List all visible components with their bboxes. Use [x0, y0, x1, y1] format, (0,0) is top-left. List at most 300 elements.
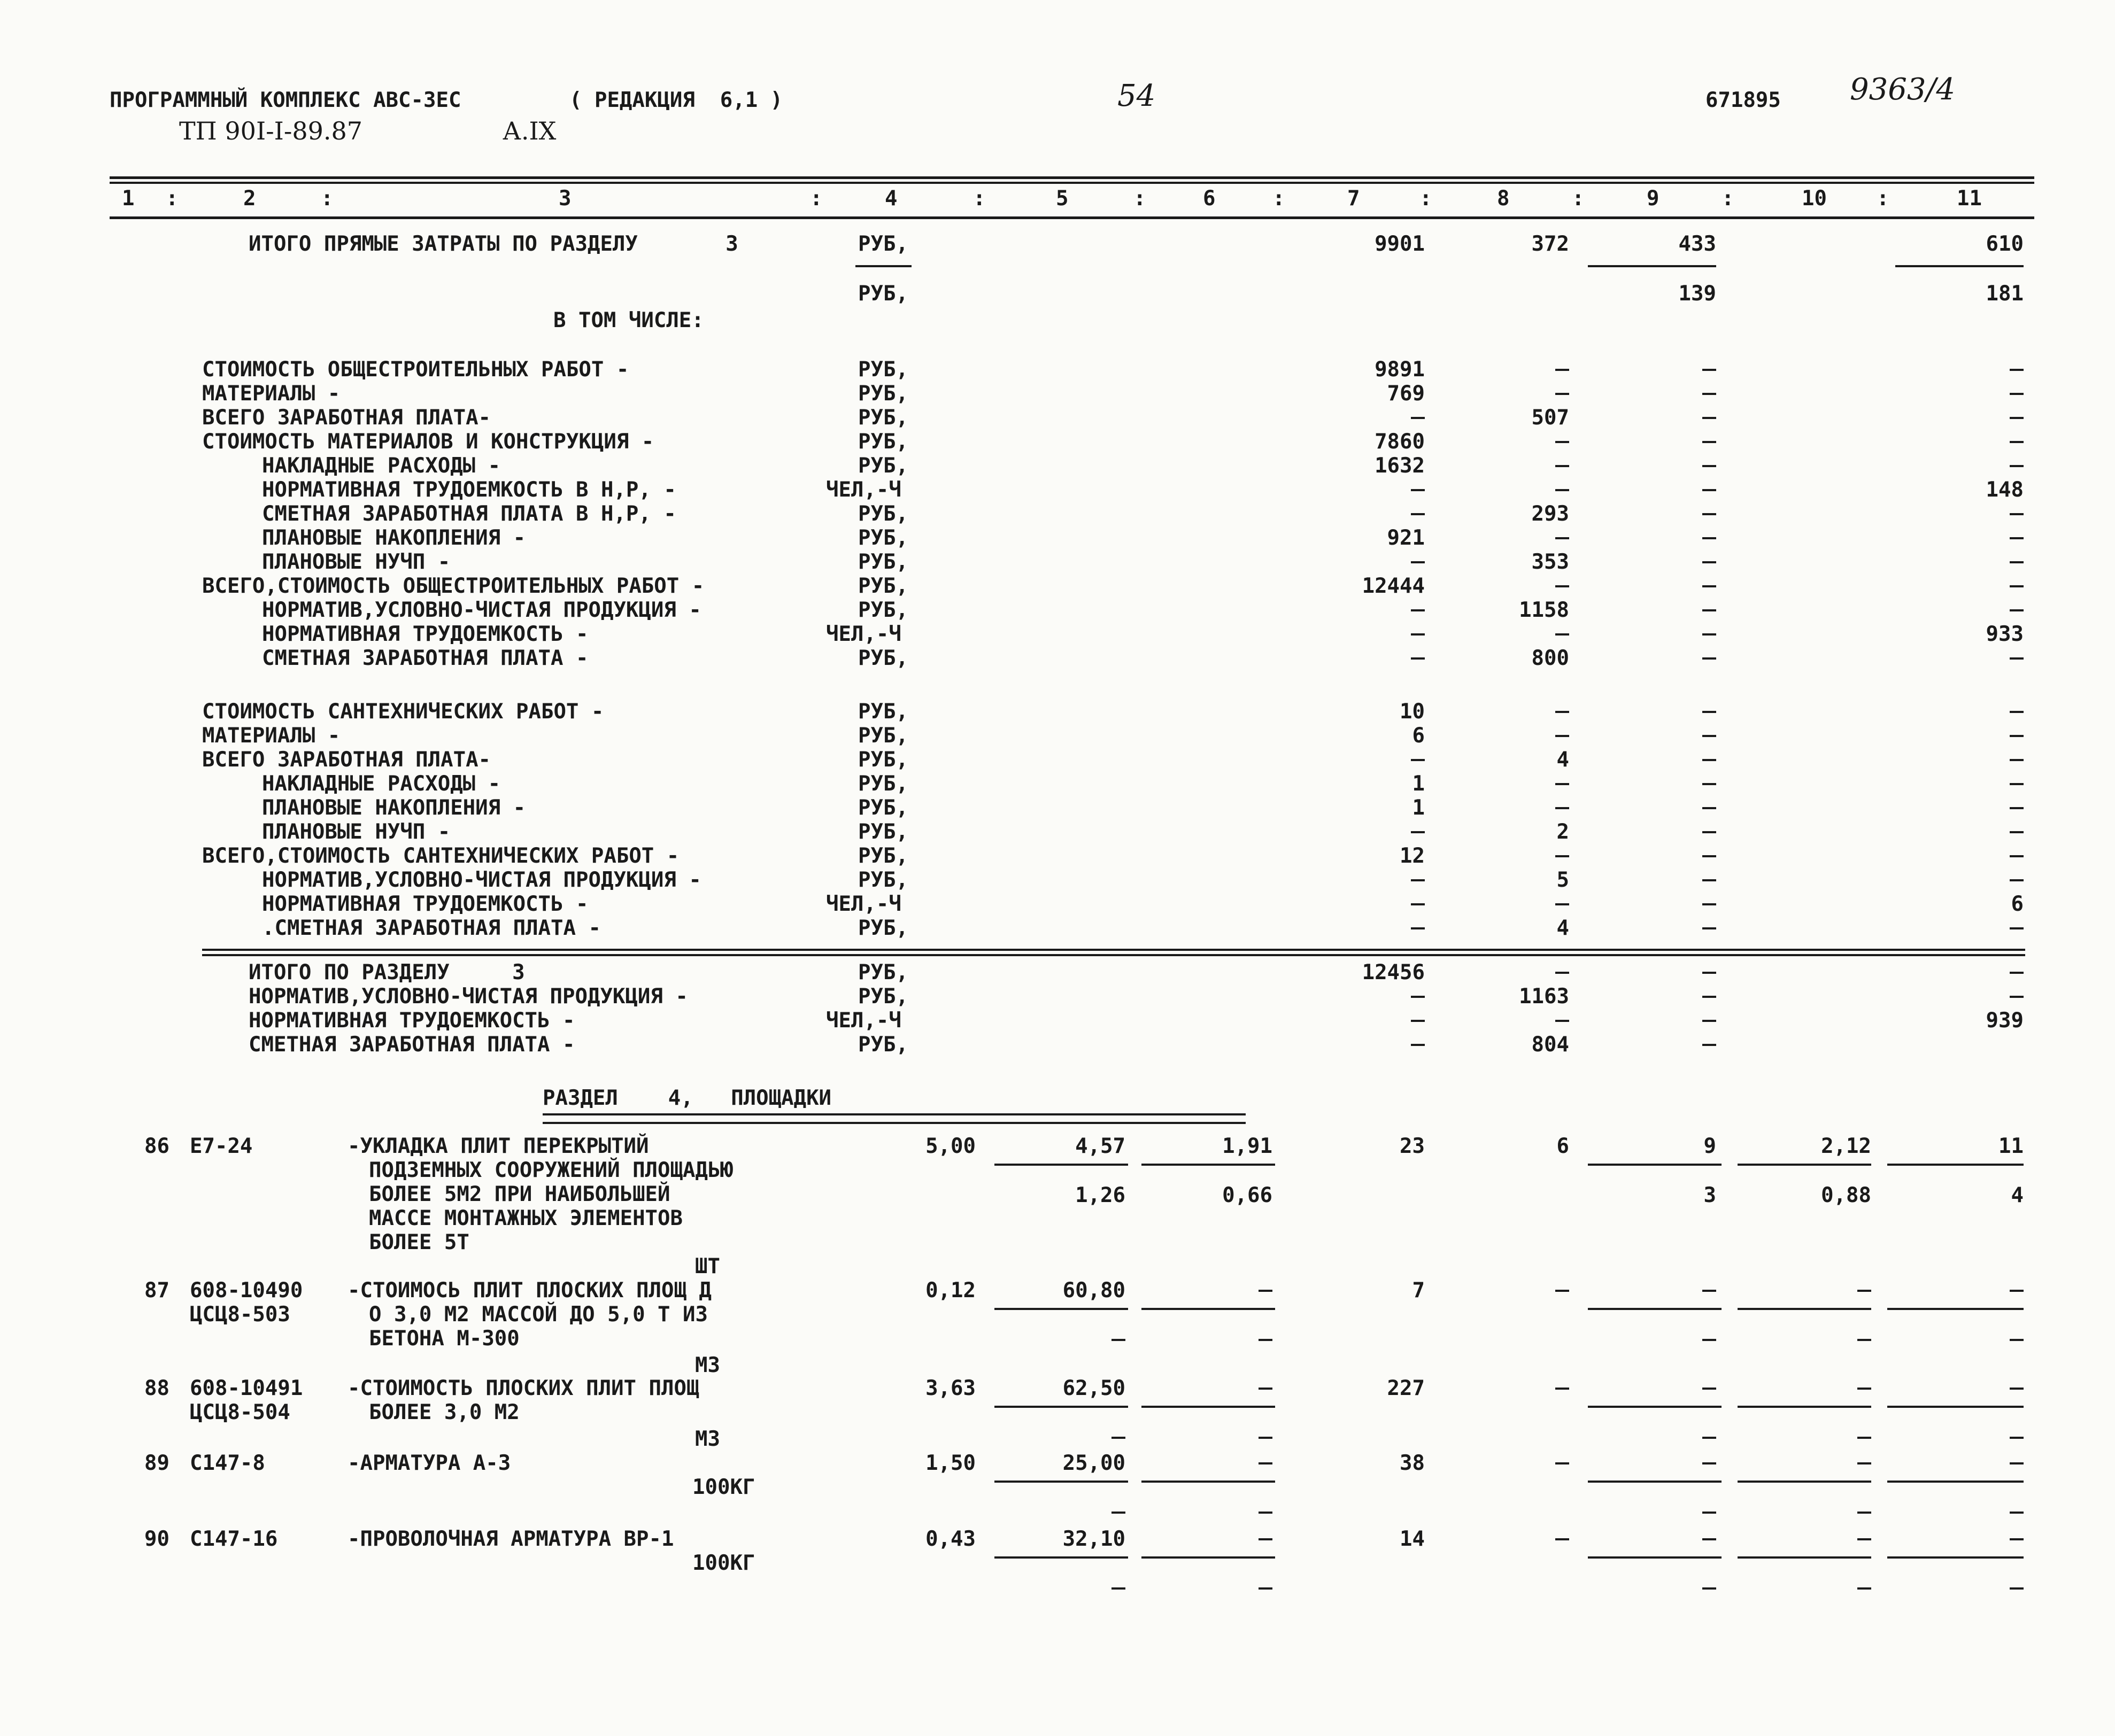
direct-costs-label: ИТОГО ПРЯМЫЕ ЗАТРАТЫ ПО РАЗДЕЛУ 3 [249, 232, 738, 256]
item-c11-second-dash [2010, 1587, 2024, 1590]
item-unit: 100КГ [692, 1551, 755, 1575]
item-description: -СТОИМОСТЬ ПЛОСКИХ ПЛИТ ПЛОЩ [348, 1376, 699, 1400]
sanitary_works-unit: РУБ, [858, 820, 908, 844]
direct-costs-unit: РУБ, [858, 232, 908, 256]
section_total-label: СМЕТНАЯ ЗАРАБОТНАЯ ПЛАТА - [249, 1033, 575, 1057]
column-header-9: 9 [1647, 187, 1659, 211]
section_total-c11: 939 [1986, 1009, 2024, 1033]
general_works-c7-dash [1411, 633, 1425, 636]
item-c5-second-dash [1111, 1339, 1125, 1341]
general_works-c8-dash [1555, 393, 1569, 395]
item-code: 608-10490 [190, 1278, 303, 1303]
general_works-c9-dash [1702, 513, 1716, 515]
column-header-sep: : [1877, 187, 1889, 211]
item-description: ПОДЗЕМНЫХ СООРУЖЕНИЙ ПЛОЩАДЬЮ [369, 1158, 733, 1182]
section_total-unit: ЧЕЛ,-Ч [826, 1009, 901, 1033]
item-description: -ПРОВОЛОЧНАЯ АРМАТУРА ВР-1 [348, 1527, 674, 1551]
column-header-sep: : [1572, 187, 1585, 211]
general_works-label: НАКЛАДНЫЕ РАСХОДЫ - [262, 454, 501, 478]
section_total-c7-dash [1411, 1020, 1425, 1022]
direct-costs-c8: 372 [1531, 232, 1569, 256]
sanitary_works-c7: 6 [1412, 724, 1425, 748]
sanitary_works-label: ВСЕГО,СТОИМОСТЬ САНТЕХНИЧЕСКИХ РАБОТ - [202, 844, 680, 868]
sanitary_works-c9-dash [1702, 711, 1716, 713]
item-c5-second-dash [1111, 1512, 1125, 1514]
sanitary_works-c8-dash [1555, 903, 1569, 905]
general_works-unit: РУБ, [858, 550, 908, 574]
sanitary_works-c7-dash [1411, 759, 1425, 761]
item-c5-second-dash [1111, 1587, 1125, 1590]
sanitary_works-c8-dash [1555, 735, 1569, 737]
item-c10-dash [1857, 1388, 1871, 1390]
item-unit: М3 [695, 1353, 720, 1377]
page-number: 54 [1117, 79, 1156, 113]
item-number: 88 [144, 1376, 169, 1400]
item-c10: 2,12 [1821, 1134, 1871, 1158]
general_works-unit: РУБ, [858, 646, 908, 670]
item-c5-second: 1,26 [1075, 1183, 1125, 1207]
section-total-rule-2 [202, 954, 2025, 956]
item-number: 87 [144, 1278, 169, 1303]
item-description: БОЛЕЕ 5Т [369, 1230, 469, 1254]
sanitary_works-c11-dash [2010, 711, 2024, 713]
general_works-label: МАТЕРИАЛЫ - [202, 382, 341, 406]
direct-costs-c7: 9901 [1375, 232, 1425, 256]
section_total-c7-dash [1411, 996, 1425, 998]
item-c5-underline [994, 1556, 1128, 1559]
section_total-c7: 12456 [1362, 960, 1425, 985]
column-header-7: 7 [1347, 187, 1360, 211]
item-c4: 0,43 [925, 1527, 976, 1551]
section4-title: РАЗДЕЛ 4, ПЛОЩАДКИ [543, 1086, 832, 1110]
item-c9-dash [1702, 1290, 1716, 1292]
sanitary_works-c7-dash [1411, 927, 1425, 929]
column-header-sep: : [1133, 187, 1146, 211]
general_works-c9-dash [1702, 417, 1716, 419]
section_total-c7-dash [1411, 1044, 1425, 1046]
item-c5-underline [994, 1164, 1128, 1166]
general_works-c7-dash [1411, 513, 1425, 515]
item-description: БОЛЕЕ 3,0 М2 [369, 1400, 520, 1424]
general_works-c11-dash [2010, 537, 2024, 539]
item-c10-dash [1857, 1462, 1871, 1464]
section_total-c9-dash [1702, 996, 1716, 998]
general_works-c7: 12444 [1362, 574, 1425, 598]
item-c4: 3,63 [925, 1376, 976, 1400]
item-description: БОЛЕЕ 5М2 ПРИ НАИБОЛЬШЕЙ [369, 1182, 670, 1206]
item-unit: ШТ [695, 1254, 720, 1278]
general_works-label: ПЛАНОВЫЕ НАКОПЛЕНИЯ - [262, 526, 526, 550]
item-c9-second-dash [1702, 1587, 1716, 1590]
item-c9-underline [1588, 1164, 1722, 1166]
general_works-c11-dash [2010, 393, 2024, 395]
project-code: ТП 90I-I-89.87 [179, 117, 363, 145]
column-header-11: 11 [1957, 187, 1982, 211]
general_works-c8: 507 [1531, 406, 1569, 430]
column-header-8: 8 [1497, 187, 1510, 211]
section_total-c8: 1163 [1519, 985, 1569, 1009]
general_works-label: СТОИМОСТЬ МАТЕРИАЛОВ И КОНСТРУКЦИЯ - [202, 430, 654, 454]
section_total-c9-dash [1702, 1044, 1716, 1046]
sanitary_works-unit: РУБ, [858, 844, 908, 868]
program-title: ПРОГРАММНЫЙ КОМПЛЕКС АВС-3ЕС [110, 88, 461, 112]
general_works-unit: РУБ, [858, 502, 908, 526]
item-c7: 38 [1400, 1451, 1425, 1475]
sanitary_works-unit: РУБ, [858, 724, 908, 748]
general_works-c11-dash [2010, 561, 2024, 563]
sanitary_works-c8: 5 [1556, 868, 1569, 892]
item-c10-underline [1738, 1164, 1871, 1166]
sanitary_works-c9-dash [1702, 903, 1716, 905]
column-header-rule [110, 216, 2034, 219]
item-c11-underline [1887, 1556, 2024, 1559]
sanitary_works-c8: 4 [1556, 748, 1569, 772]
item-c11-dash [2010, 1290, 2024, 1292]
item-c11-underline [1887, 1406, 2024, 1408]
general_works-unit: ЧЕЛ,-Ч [826, 622, 901, 646]
item-c6-second: 0,66 [1222, 1183, 1272, 1207]
item-code-2: ЦСЦ8-503 [190, 1303, 290, 1327]
general_works-c8-dash [1555, 441, 1569, 443]
general_works-c8-dash [1555, 633, 1569, 636]
item-code: Е7-24 [190, 1134, 253, 1158]
direct-costs-c9: 433 [1678, 232, 1716, 256]
sanitary_works-label: ПЛАНОВЫЕ НАКОПЛЕНИЯ - [262, 796, 526, 820]
sanitary_works-unit: РУБ, [858, 700, 908, 724]
general_works-c11-dash [2010, 465, 2024, 467]
direct-costs-c9-2: 139 [1678, 282, 1716, 306]
general_works-c11-dash [2010, 609, 2024, 611]
general_works-c8: 800 [1531, 646, 1569, 670]
item-c11-underline [1887, 1308, 2024, 1310]
item-number: 90 [144, 1527, 169, 1551]
general_works-label: НОРМАТИВНАЯ ТРУДОЕМКОСТЬ В Н,Р, - [262, 478, 676, 502]
sanitary_works-label: МАТЕРИАЛЫ - [202, 724, 341, 748]
item-c11-dash [2010, 1538, 2024, 1540]
item-description: -СТОИМОСЬ ПЛИТ ПЛОСКИХ ПЛОЩ Д [348, 1278, 712, 1303]
item-c11-second-dash [2010, 1512, 2024, 1514]
column-header-6: 6 [1203, 187, 1216, 211]
general_works-unit: РУБ, [858, 574, 908, 598]
sanitary_works-label: ВСЕГО ЗАРАБОТНАЯ ПЛАТА- [202, 748, 491, 772]
section4-double-rule [543, 1113, 1246, 1124]
general_works-c7: 1632 [1375, 454, 1425, 478]
sanitary_works-c7-dash [1411, 831, 1425, 833]
general_works-c11-dash [2010, 657, 2024, 660]
item-c4: 0,12 [925, 1278, 976, 1303]
general_works-c7: 9891 [1375, 358, 1425, 382]
item-c8: 6 [1556, 1134, 1569, 1158]
general_works-c11-dash [2010, 441, 2024, 443]
sanitary_works-c9-dash [1702, 855, 1716, 857]
sanitary_works-c9-dash [1702, 831, 1716, 833]
general_works-c8: 353 [1531, 550, 1569, 574]
sanitary_works-c11-dash [2010, 855, 2024, 857]
item-unit: 100КГ [692, 1475, 755, 1499]
general_works-c11-dash [2010, 585, 2024, 587]
sanitary_works-c7-dash [1411, 903, 1425, 905]
item-c5: 62,50 [1062, 1376, 1125, 1400]
column-header-1: 1 [122, 187, 135, 211]
item-number: 89 [144, 1451, 169, 1475]
sanitary_works-c9-dash [1702, 759, 1716, 761]
item-c5: 60,80 [1062, 1278, 1125, 1303]
sanitary_works-c7: 12 [1400, 844, 1425, 868]
column-header-2: 2 [243, 187, 256, 211]
including-label: В ТОМ ЧИСЛЕ: [553, 308, 704, 332]
sanitary_works-c8-dash [1555, 711, 1569, 713]
sanitary_works-c8: 4 [1556, 916, 1569, 940]
item-c9-second-dash [1702, 1339, 1716, 1341]
sanitary_works-unit: РУБ, [858, 796, 908, 820]
item-code-2: ЦСЦ8-504 [190, 1400, 290, 1424]
general_works-c8-dash [1555, 537, 1569, 539]
general_works-c8: 293 [1531, 502, 1569, 526]
sanitary_works-c8-dash [1555, 855, 1569, 857]
column-header-4: 4 [885, 187, 898, 211]
item-c9-underline [1588, 1556, 1722, 1559]
section_total-label: НОРМАТИВ,УСЛОВНО-ЧИСТАЯ ПРОДУКЦИЯ - [249, 985, 688, 1009]
general_works-c7-dash [1411, 657, 1425, 660]
item-number: 86 [144, 1134, 169, 1158]
item-c11-dash [2010, 1388, 2024, 1390]
sanitary_works-c11-dash [2010, 783, 2024, 785]
item-code: 608-10491 [190, 1376, 303, 1400]
general_works-c8: 1158 [1519, 598, 1569, 622]
item-c4: 5,00 [925, 1134, 976, 1158]
general_works-c9-dash [1702, 633, 1716, 636]
column-header-3: 3 [559, 187, 572, 211]
sanitary_works-c7: 1 [1412, 796, 1425, 820]
item-c9-underline [1588, 1481, 1722, 1483]
general_works-unit: РУБ, [858, 526, 908, 550]
sanitary_works-c7-dash [1411, 879, 1425, 881]
item-c10-dash [1857, 1538, 1871, 1540]
general_works-c7-dash [1411, 417, 1425, 419]
item-c10-underline [1738, 1308, 1871, 1310]
item-c6-underline [1141, 1556, 1275, 1559]
section_total-c9-dash [1702, 1020, 1716, 1022]
sanitary_works-c9-dash [1702, 879, 1716, 881]
table-top-rule-2 [110, 182, 2034, 184]
item-description: -УКЛАДКА ПЛИТ ПЕРЕКРЫТИЙ [348, 1134, 649, 1158]
item-c11: 11 [1998, 1134, 2024, 1158]
item-c5-underline [994, 1308, 1128, 1310]
item-c6: 1,91 [1222, 1134, 1272, 1158]
item-description: О 3,0 М2 МАССОЙ ДО 5,0 Т ИЗ [369, 1303, 708, 1327]
item-c5: 4,57 [1075, 1134, 1125, 1158]
general_works-c8-dash [1555, 585, 1569, 587]
general_works-unit: РУБ, [858, 358, 908, 382]
item-c7: 7 [1412, 1278, 1425, 1303]
item-c6-second-dash [1259, 1587, 1272, 1590]
general_works-unit: РУБ, [858, 598, 908, 622]
item-c6-underline [1141, 1481, 1275, 1483]
sanitary_works-label: НОРМАТИВ,УСЛОВНО-ЧИСТАЯ ПРОДУКЦИЯ - [262, 868, 701, 892]
item-c11-underline [1887, 1481, 2024, 1483]
item-c5-underline [994, 1406, 1128, 1408]
general_works-label: НОРМАТИВ,УСЛОВНО-ЧИСТАЯ ПРОДУКЦИЯ - [262, 598, 701, 622]
item-c9-second-dash [1702, 1437, 1716, 1439]
c9-underline [1588, 265, 1716, 267]
sanitary_works-label: СТОИМОСТЬ САНТЕХНИЧЕСКИХ РАБОТ - [202, 700, 604, 724]
item-c10-second-dash [1857, 1512, 1871, 1514]
general_works-label: СМЕТНАЯ ЗАРАБОТНАЯ ПЛАТА В Н,Р, - [262, 502, 676, 526]
general_works-c7-dash [1411, 561, 1425, 563]
general_works-unit: РУБ, [858, 382, 908, 406]
item-c4: 1,50 [925, 1451, 976, 1475]
general_works-unit: ЧЕЛ,-Ч [826, 478, 901, 502]
album-label: А.IX [503, 117, 557, 145]
section_total-unit: РУБ, [858, 1033, 908, 1057]
general_works-c11-dash [2010, 513, 2024, 515]
item-c6-underline [1141, 1308, 1275, 1310]
general_works-label: НОРМАТИВНАЯ ТРУДОЕМКОСТЬ - [262, 622, 589, 646]
general_works-unit: РУБ, [858, 406, 908, 430]
general_works-c7: 769 [1387, 382, 1425, 406]
item-c10-underline [1738, 1406, 1871, 1408]
unit-underline [855, 265, 912, 267]
item-c6-dash [1259, 1388, 1272, 1390]
general_works-label: ВСЕГО,СТОИМОСТЬ ОБЩЕСТРОИТЕЛЬНЫХ РАБОТ - [202, 574, 705, 598]
general_works-c9-dash [1702, 441, 1716, 443]
general_works-c11-dash [2010, 417, 2024, 419]
column-header-sep: : [1419, 187, 1432, 211]
sanitary_works-c9-dash [1702, 927, 1716, 929]
section_total-c11-dash [2010, 996, 2024, 998]
item-c11-underline [1887, 1164, 2024, 1166]
general_works-c9-dash [1702, 369, 1716, 371]
item-c10-underline [1738, 1556, 1871, 1559]
general_works-c7: 7860 [1375, 430, 1425, 454]
item-c9-second: 3 [1703, 1183, 1716, 1207]
column-header-sep: : [166, 187, 179, 211]
table-top-rule [110, 176, 2034, 179]
general_works-unit: РУБ, [858, 430, 908, 454]
direct-costs-c11: 610 [1986, 232, 2024, 256]
item-description: МАССЕ МОНТАЖНЫХ ЭЛЕМЕНТОВ [369, 1206, 683, 1230]
item-c6-second-dash [1259, 1339, 1272, 1341]
sanitary_works-unit: РУБ, [858, 916, 908, 940]
section_total-unit: РУБ, [858, 985, 908, 1009]
general_works-c7-dash [1411, 489, 1425, 491]
sanitary_works-c11-dash [2010, 927, 2024, 929]
item-c6-dash [1259, 1462, 1272, 1464]
general_works-label: ВСЕГО ЗАРАБОТНАЯ ПЛАТА- [202, 406, 491, 430]
item-c6-dash [1259, 1538, 1272, 1540]
general_works-unit: РУБ, [858, 454, 908, 478]
sanitary_works-label: ПЛАНОВЫЕ НУЧП - [262, 820, 451, 844]
sanitary_works-c9-dash [1702, 807, 1716, 809]
sanitary_works-unit: РУБ, [858, 868, 908, 892]
item-code: С147-8 [190, 1451, 265, 1475]
section_total-c8-dash [1555, 972, 1569, 974]
item-c6-second-dash [1259, 1437, 1272, 1439]
general_works-c9-dash [1702, 657, 1716, 660]
sanitary_works-c11: 6 [2011, 892, 2024, 916]
general_works-label: СТОИМОСТЬ ОБЩЕСТРОИТЕЛЬНЫХ РАБОТ - [202, 358, 629, 382]
column-header-5: 5 [1056, 187, 1069, 211]
item-c6-underline [1141, 1406, 1275, 1408]
general_works-c9-dash [1702, 465, 1716, 467]
column-header-sep: : [973, 187, 986, 211]
item-description: -АРМАТУРА А-3 [348, 1451, 511, 1475]
sanitary_works-unit: РУБ, [858, 748, 908, 772]
sanitary_works-c11-dash [2010, 807, 2024, 809]
sanitary_works-c8-dash [1555, 783, 1569, 785]
general_works-c11: 933 [1986, 622, 2024, 646]
general_works-c11: 148 [1986, 478, 2024, 502]
sheet-mark: 9363/4 [1850, 72, 1956, 107]
item-c9-dash [1702, 1538, 1716, 1540]
item-c10-second-dash [1857, 1587, 1871, 1590]
sanitary_works-c11-dash [2010, 735, 2024, 737]
item-c8-dash [1555, 1388, 1569, 1390]
general_works-c7: 921 [1387, 526, 1425, 550]
column-header-sep: : [1272, 187, 1285, 211]
item-c10-dash [1857, 1290, 1871, 1292]
section_total-c8-dash [1555, 1020, 1569, 1022]
item-c8-dash [1555, 1538, 1569, 1540]
item-c7: 227 [1387, 1376, 1425, 1400]
general_works-c9-dash [1702, 393, 1716, 395]
general_works-c7-dash [1411, 609, 1425, 611]
item-c11-second: 4 [2011, 1183, 2024, 1207]
general_works-c9-dash [1702, 489, 1716, 491]
section_total-c8: 804 [1531, 1033, 1569, 1057]
sanitary_works-c11-dash [2010, 879, 2024, 881]
general_works-c8-dash [1555, 369, 1569, 371]
general_works-c9-dash [1702, 585, 1716, 587]
item-c11-dash [2010, 1462, 2024, 1464]
general_works-c11-dash [2010, 369, 2024, 371]
direct-costs-unit-2: РУБ, [858, 282, 908, 306]
item-c8-dash [1555, 1290, 1569, 1292]
item-unit: М3 [695, 1427, 720, 1451]
item-c11-second-dash [2010, 1437, 2024, 1439]
item-c5: 25,00 [1062, 1451, 1125, 1475]
sanitary_works-label: НОРМАТИВНАЯ ТРУДОЕМКОСТЬ - [262, 892, 589, 916]
item-c7: 14 [1400, 1527, 1425, 1551]
sanitary_works-c9-dash [1702, 735, 1716, 737]
item-c11-second-dash [2010, 1339, 2024, 1341]
sanitary_works-c11-dash [2010, 759, 2024, 761]
general_works-label: ПЛАНОВЫЕ НУЧП - [262, 550, 451, 574]
column-header-10: 10 [1802, 187, 1827, 211]
section_total-c9-dash [1702, 972, 1716, 974]
item-code: С147-16 [190, 1527, 278, 1551]
sanitary_works-c8: 2 [1556, 820, 1569, 844]
column-header-sep: : [321, 187, 334, 211]
sanitary_works-label: НАКЛАДНЫЕ РАСХОДЫ - [262, 772, 501, 796]
item-c9-underline [1588, 1308, 1722, 1310]
item-c8-dash [1555, 1462, 1569, 1464]
doc-code: 671895 [1705, 88, 1781, 112]
section_total-label: ИТОГО ПО РАЗДЕЛУ 3 [249, 960, 525, 985]
sanitary_works-unit: ЧЕЛ,-Ч [826, 892, 901, 916]
sanitary_works-c11-dash [2010, 831, 2024, 833]
item-description: БЕТОНА М-300 [369, 1327, 520, 1351]
sanitary_works-label: .СМЕТНАЯ ЗАРАБОТНАЯ ПЛАТА - [262, 916, 601, 940]
item-c9: 9 [1703, 1134, 1716, 1158]
direct-costs-c11-2: 181 [1986, 282, 2024, 306]
sanitary_works-c7: 10 [1400, 700, 1425, 724]
item-c5-second-dash [1111, 1437, 1125, 1439]
section_total-unit: РУБ, [858, 960, 908, 985]
item-c6-underline [1141, 1164, 1275, 1166]
item-c9-dash [1702, 1388, 1716, 1390]
general_works-c8-dash [1555, 465, 1569, 467]
